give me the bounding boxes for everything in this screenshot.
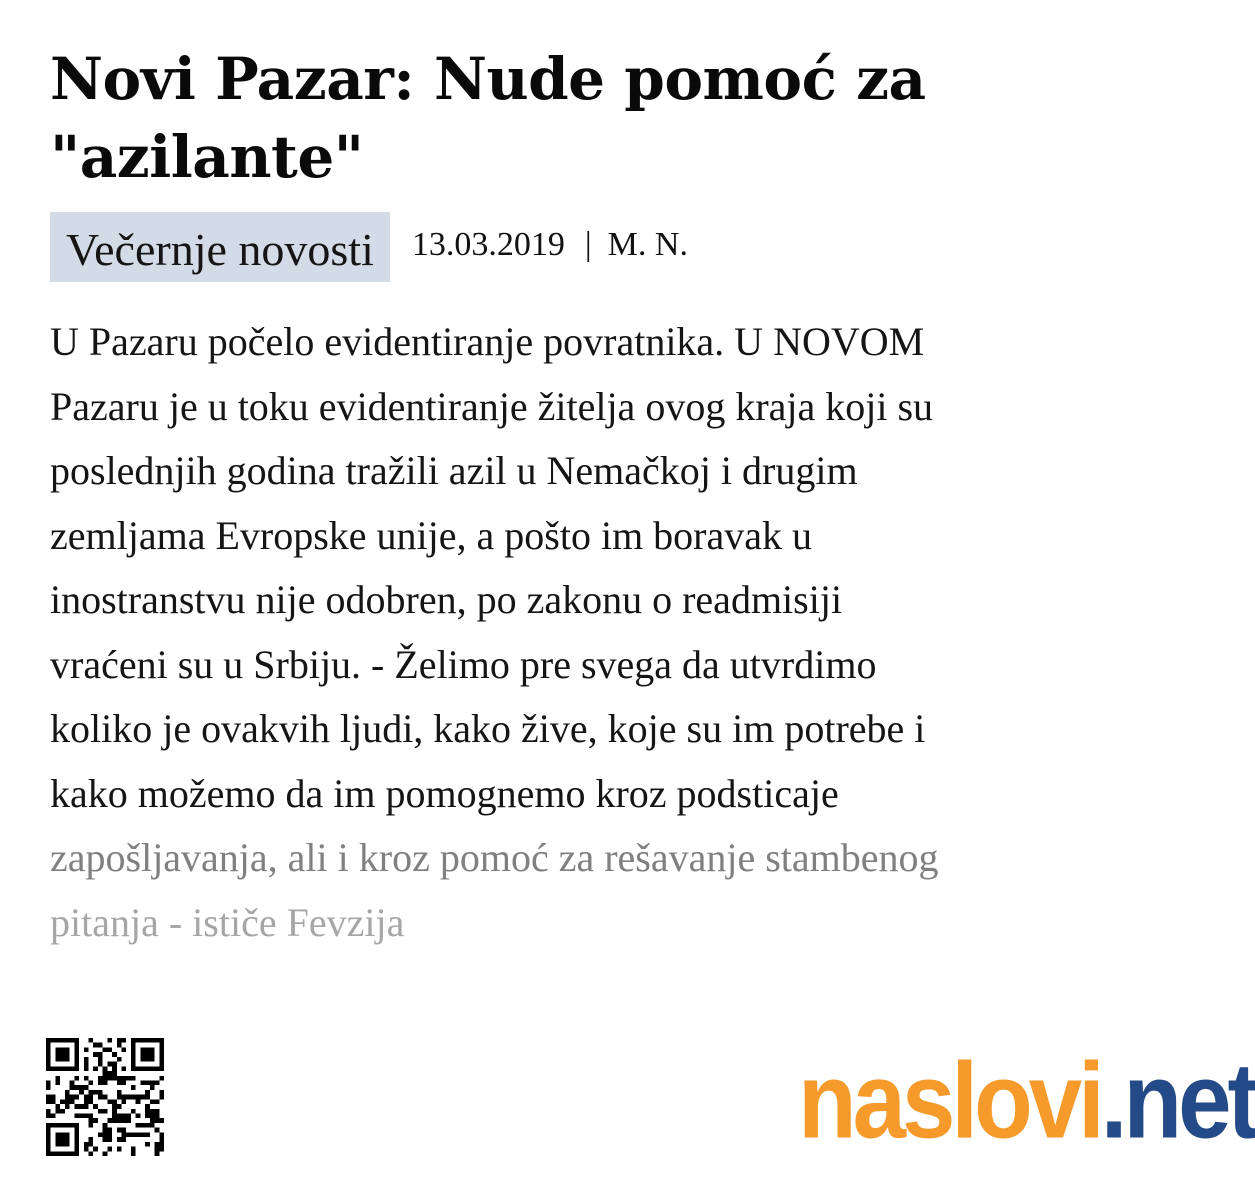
body-line: kako možemo da im pomognemo kroz podsticaje (50, 770, 839, 816)
body-line-faded: pitanja - ističe Fevzija (50, 899, 405, 945)
body-line: koliko je ovakvih ljudi, kako žive, koje su im potrebe i (50, 706, 926, 751)
article-title: Novi Pazar: Nude pomoć za "azilante" (50, 45, 926, 191)
body-line: vraćeni su u Srbiju. - Želimo pre svega da utvrdimo (50, 641, 877, 687)
body-line: poslednjih godina tražili azil u Nemačkoj i drugim (50, 448, 858, 493)
logo-text-main: naslovi (798, 1041, 1101, 1161)
meta-separator: | (584, 226, 592, 263)
body-line: zemljama Evropske unije, a pošto im boravak u (50, 512, 813, 558)
body-line: Pazaru je u toku evidentiranje žitelja ovog kraja koji su (50, 383, 934, 429)
article-author: M. N. (607, 226, 688, 263)
body-line: inostranstvu nije odobren, po zakonu o readmisiji (50, 577, 843, 622)
article-date: 13.03.2019 (411, 226, 565, 263)
naslovi-logo[interactable] (798, 1040, 1255, 1186)
article-meta (50, 212, 688, 282)
source-badge[interactable]: Večernje novosti (50, 212, 390, 282)
logo-text-tld: .net (1100, 1041, 1255, 1161)
body-line-faded: zapošljavanja, ali i kroz pomoć za rešavanje stambenog (50, 835, 939, 880)
article-body (50, 310, 1160, 955)
body-line: U Pazaru počelo evidentiranje povratnika. U NOVOM (50, 319, 925, 364)
qr-code-icon[interactable] (46, 1038, 164, 1156)
meta-info (412, 226, 688, 264)
